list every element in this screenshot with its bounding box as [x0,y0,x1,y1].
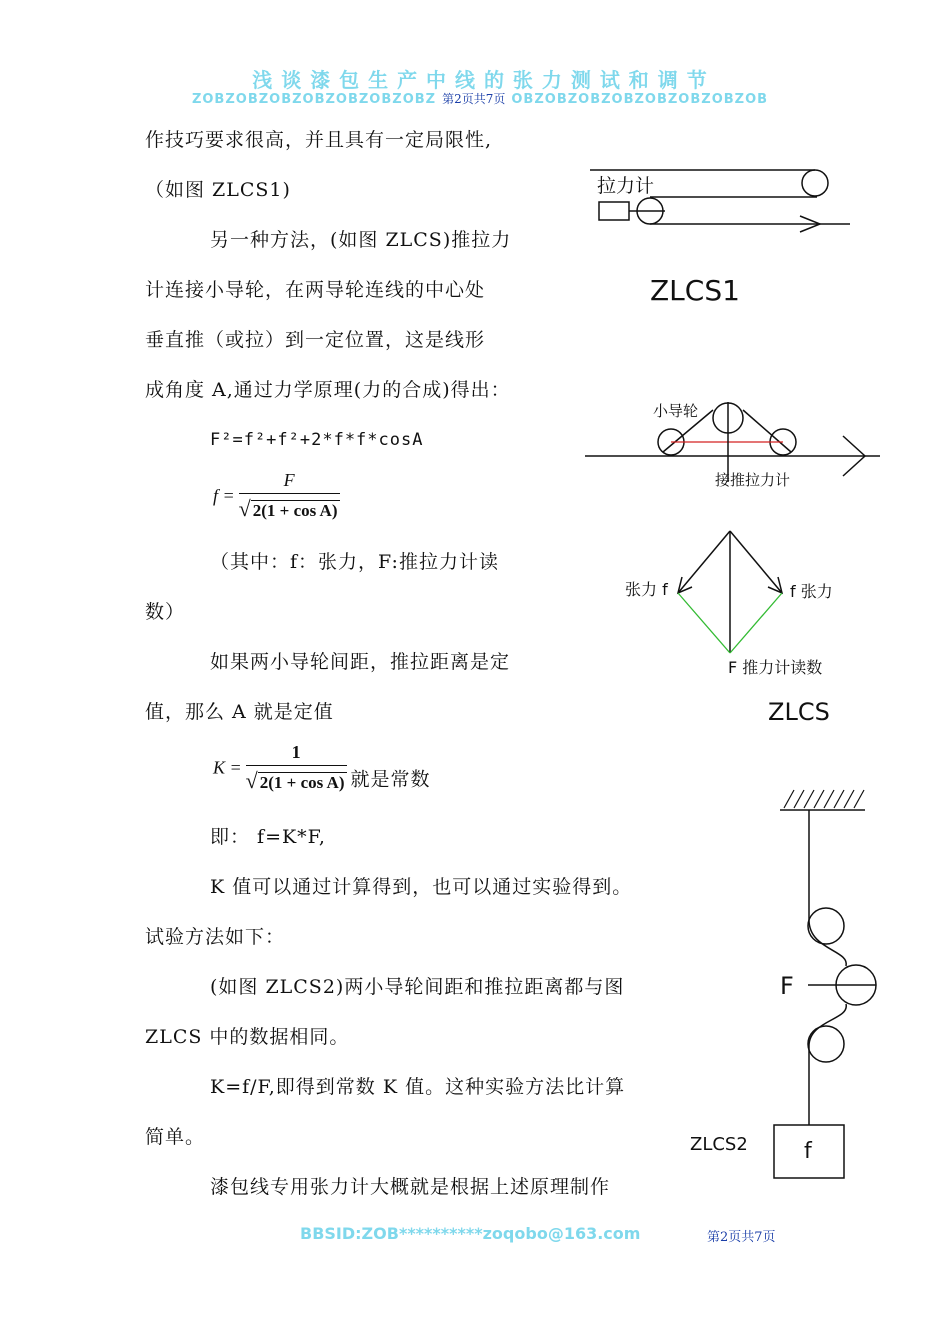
wire-upper-curve [809,920,846,966]
header-title: 浅 谈 漆 包 生 产 中 线 的 张 力 测 试 和 调 节 [252,68,708,92]
figure-zlcs1 [585,160,865,240]
figure-zlcs-wheels [585,390,885,500]
formula-k-lhs: K = [213,757,242,778]
figure-zlcs-forces [620,525,850,685]
wheel-upper [808,908,844,944]
zlcs-force-label: F 推力计读数 [728,658,823,677]
body-line-5: 垂直推（或拉）到一定位置，这是线形 [145,329,486,351]
zlcs2-force-label: F [780,972,794,1000]
formula-constant-k [213,742,431,794]
zlcs-wheel-label: 小导轮 [653,402,699,420]
footer-bbsid: BBSID:ZOB**********zoqobo@163.com [300,1224,641,1243]
formula-force-composition: F²=f²+f²+2*f*f*cosA [210,430,424,450]
header-page-info: 第2页共7页 [442,92,506,106]
force-right-upper [730,531,782,593]
body-line-9: 如果两小导轮间距，推拉距离是定 [210,651,511,673]
header-banner [140,90,820,107]
ceiling-hatch [784,790,864,808]
header-zob-left: ZOBZOBZOBZOBZOBZOBZOBZ [191,92,437,107]
formula-tension-numerator: F [283,470,295,490]
footer-page-info: 第2页共7页 [707,1230,776,1245]
sqrt-icon: √ [238,496,251,521]
formula-tension-lhs: f = [213,485,235,506]
formula-tension [213,470,340,522]
figure-zlcs2 [680,780,880,1185]
body-line-7: （其中：f：张力，F:推拉力计读 [210,551,499,573]
zlcs1-gauge-label: 拉力计 [597,175,655,197]
body-line-1: 作技巧要求很高，并且具有一定局限性, [145,129,493,151]
body-line-11: 即： f=K*F, [210,826,326,848]
green-line-left [678,593,730,653]
formula-tension-denominator: 2(1 + cos A) [252,501,338,520]
body-line-13: 试验方法如下： [145,926,286,948]
formula-k-denominator: 2(1 + cos A) [259,773,345,792]
zlcs-tension-right-label: f 张力 [790,582,833,601]
header-zob-right: OBZOBZOBZOBZOBZOBZOBZOB [511,92,769,107]
wire-lower-curve [809,1004,846,1046]
zlcs-push-label: 接推拉力计 [715,471,791,489]
wire-right-slope [743,410,791,452]
body-line-8: 数） [145,601,186,623]
zlcs2-caption: ZLCS2 [690,1134,748,1155]
body-line-10: 值，那么 A 就是定值 [145,701,334,723]
body-line-15: ZLCS 中的数据相同。 [145,1026,350,1048]
formula-k-suffix: 就是常数 [350,768,431,791]
green-line-right [730,593,782,653]
body-line-4: 计连接小导轮，在两导轮连线的中心处 [145,279,486,301]
body-line-17: 简单。 [145,1126,206,1148]
zlcs-tension-left-label: 张力 f [625,580,668,599]
zlcs2-weight-label: f [804,1139,812,1164]
sqrt-icon: √ [245,768,258,793]
body-line-16: K=f/F,即得到常数 K 值。这种实验方法比计算 [210,1076,626,1098]
body-line-3: 另一种方法，(如图 ZLCS)推拉力 [210,229,512,251]
body-line-12: K 值可以通过计算得到，也可以通过实验得到。 [210,876,633,898]
body-line-6: 成角度 A,通过力学原理(力的合成)得出： [145,379,511,401]
body-line-2: （如图 ZLCS1) [145,179,291,201]
force-left-upper [678,531,730,593]
wheel-lower [808,1026,844,1062]
tension-gauge-box [599,202,629,220]
guide-wheel-right [802,170,828,196]
body-line-14: (如图 ZLCS2)两小导轮间距和推拉距离都与图 [210,976,625,998]
zlcs1-caption: ZLCS1 [650,274,740,307]
zlcs-caption: ZLCS [768,698,830,726]
formula-k-numerator: 1 [291,742,301,762]
body-line-18: 漆包线专用张力计大概就是根据上述原理制作 [210,1176,611,1198]
